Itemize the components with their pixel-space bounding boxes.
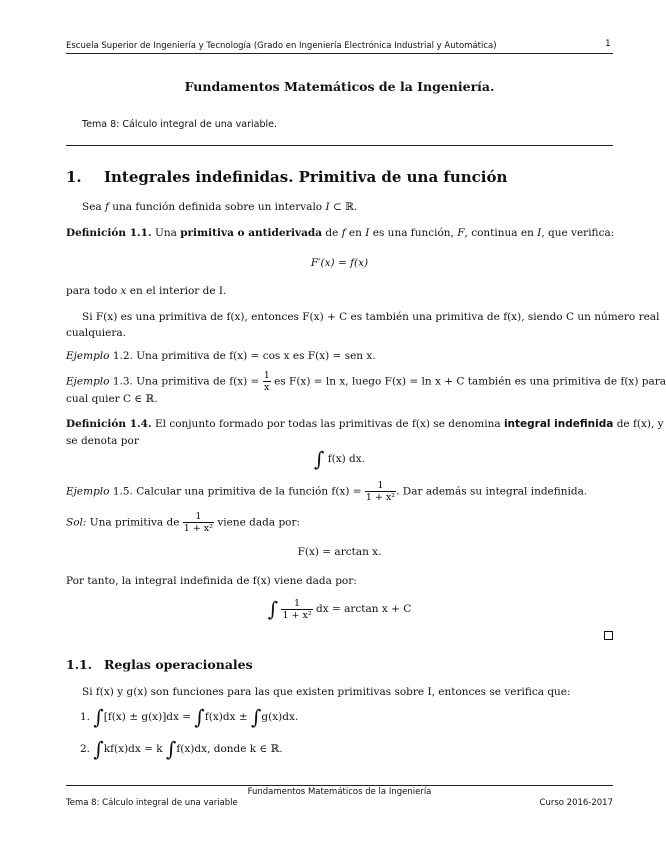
definition-label: Definición 1.1. bbox=[66, 227, 152, 239]
doc-title: Fundamentos Matemáticos de la Ingeniería. bbox=[184, 79, 495, 94]
fraction-1-over-1-plus-x2: $\frac{1}{\text{1 + x²}}$ bbox=[282, 597, 312, 621]
rule-item-2: 2. ∫kf(x)dx = k ∫f(x)dx, donde k ∈ ℝ. bbox=[80, 737, 283, 761]
paragraph-todo: para todo x en el interior de I. bbox=[66, 285, 227, 297]
subsection-heading bbox=[66, 657, 613, 673]
example-1-3: Ejemplo 1.3. Una primitiva de f(x) = $\frac{1}{x}$ es F(x) = ln x, luego F(x) = ln x + C también es una primitiva de f(x) para bbox=[66, 370, 666, 393]
header-text: Escuela Superior de Ingeniería y Tecnología (Grado en Ingeniería Electrónica Industrial y Automática) bbox=[66, 41, 497, 51]
formula-indefinite-integral: ∫ f(x) dx. bbox=[313, 447, 366, 471]
section-heading bbox=[66, 168, 613, 186]
definition-1-1: Definición 1.1. Una primitiva o antiderivada de f en I es una función, F, continua en I, que verifica: bbox=[66, 227, 615, 239]
formula-derivative: F′(x) = f(x) bbox=[310, 257, 369, 269]
paragraph-primitive-line1: Si F(x) es una primitiva de f(x), entonces F(x) + C es también una primitiva de f(x), siendo C un número real bbox=[82, 311, 660, 323]
fraction-1-over-1-plus-x2: $\frac{1}{\text{1 + x²}}$ bbox=[183, 511, 213, 534]
formula-arctan: F(x) = arctan x. bbox=[297, 546, 382, 558]
integral-icon: ∫ bbox=[194, 705, 205, 729]
title-rule bbox=[66, 145, 613, 146]
subsection-number: 1.1. bbox=[66, 657, 93, 672]
intro-paragraph: Sea f una función definida sobre un intervalo I ⊂ ℝ. bbox=[82, 201, 358, 213]
integral-icon: ∫ bbox=[93, 737, 104, 761]
running-header bbox=[66, 39, 613, 53]
paragraph-primitive-line2: cualquiera. bbox=[66, 327, 126, 339]
example-1-5: Ejemplo 1.5. Calcular una primitiva de la función f(x) = $\frac{1}{\text{1 + x²}}$ . Dar además su integral indefinida. bbox=[66, 480, 588, 503]
footer-rule bbox=[66, 785, 613, 786]
footer-left: Tema 8: Cálculo integral de una variable bbox=[66, 798, 238, 808]
qed-box-icon bbox=[604, 631, 613, 640]
section-title: Integrales indefinidas. Primitiva de una función bbox=[104, 168, 508, 186]
formula-integral-arctan: ∫ $\frac{1}{\text{1 + x²}}$ dx = arctan x + C bbox=[267, 597, 412, 621]
fraction-1-over-1-plus-x2: $\frac{1}{\text{1 + x²}}$ bbox=[365, 480, 396, 503]
integral-icon: ∫ bbox=[250, 705, 262, 729]
integral-icon: ∫ bbox=[267, 597, 279, 621]
solution-line: Sol: Una primitiva de $\frac{1}{\text{1 + x²}}$ viene dada por: bbox=[66, 511, 301, 534]
integral-icon: ∫ bbox=[165, 737, 177, 761]
footer-center: Fundamentos Matemáticos de la Ingeniería bbox=[247, 787, 432, 797]
rule-item-1: 1. ∫[f(x) ± g(x)]dx = ∫f(x)dx ± ∫g(x)dx. bbox=[80, 705, 299, 729]
topic-line: Tema 8: Cálculo integral de una variable. bbox=[82, 119, 277, 130]
integral-icon: ∫ bbox=[93, 705, 104, 729]
paragraph-por-tanto: Por tanto, la integral indefinida de f(x) viene dada por: bbox=[66, 575, 357, 587]
header-rule bbox=[66, 53, 613, 54]
example-1-2: Ejemplo 1.2. Una primitiva de f(x) = cos x es F(x) = sen x. bbox=[66, 350, 376, 362]
footer-right: Curso 2016-2017 bbox=[539, 798, 613, 808]
section-number: 1. bbox=[66, 168, 82, 186]
definition-label: Definición 1.4. bbox=[66, 418, 152, 430]
integral-icon: ∫ bbox=[313, 447, 325, 471]
definition-1-4: Definición 1.4. El conjunto formado por todas las primitivas de f(x) se denomina integral indefinida de f(x), y bbox=[66, 418, 664, 430]
page-number: 1 bbox=[605, 39, 611, 49]
example-1-3-line2: cual quier C ∈ ℝ. bbox=[66, 393, 158, 405]
fraction-1-over-x: $\frac{1}{x}$ bbox=[263, 370, 270, 393]
paragraph-reglas: Si f(x) y g(x) son funciones para las que existen primitivas sobre I, entonces se verifica que: bbox=[82, 686, 571, 698]
definition-1-4-line2: se denota por bbox=[66, 435, 139, 447]
subsection-title: Reglas operacionales bbox=[104, 657, 253, 672]
